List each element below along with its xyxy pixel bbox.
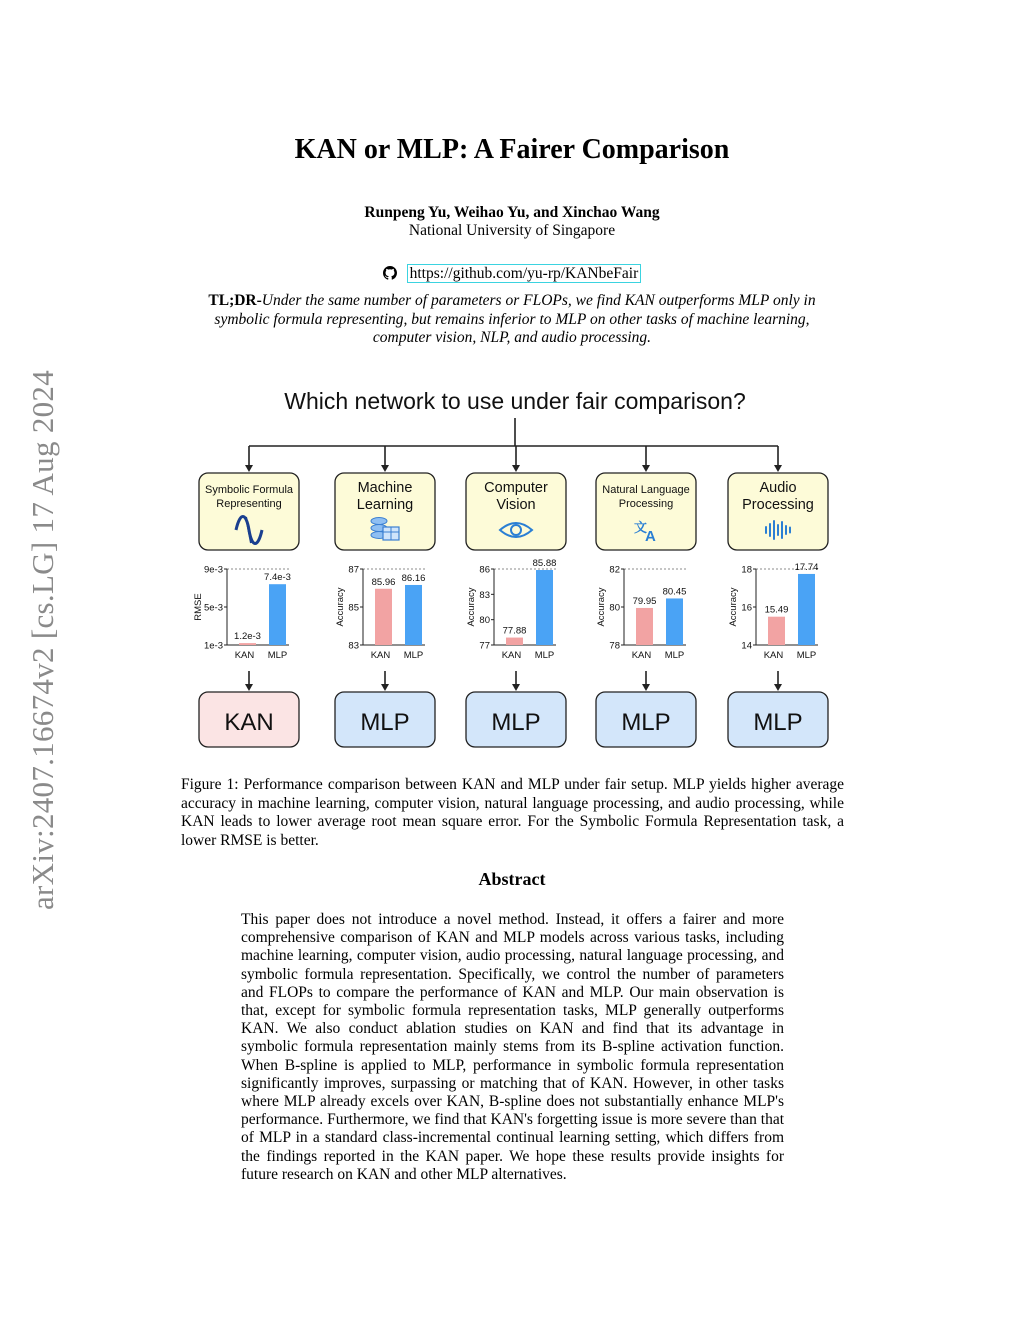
x-tick-label: KAN bbox=[763, 650, 784, 661]
y-tick-label: 5e-3 bbox=[203, 602, 223, 614]
kan-value-label: 15.49 bbox=[764, 604, 789, 616]
abstract-body: This paper does not introduce a novel method. Instead, it offers a fairer and more comprehensive comparison of KAN and MLP models across various tasks, including machine learning, computer vision, audio processing, natural language processing, and symbolic formula representation. Specifically, we control the number of parameters and FLOPs to compare the performance of KAN and MLP. Our main observation is that, except for symbolic formula representation tasks, MLP generally outperforms KAN. We also conduct ablation studies on KAN and find that its advantage in symbolic formula representation mainly stems from its B-spline activation function. When B-spline is applied to MLP, performance in symbolic formula representation significantly improves, surpassing or matching that of KAN. However, in other tasks where MLP already excels over KAN, B-spline does not substantially enhance MLP's performance. Furthermore, we find that KAN's forgetting issue is more severe than that of MLP in a standard class-incremental continual learning setting, which differs from the findings reported in the KAN paper. We hope these results provide insights for future research on KAN and other MLP alternatives. bbox=[241, 911, 784, 1183]
database-disk bbox=[371, 518, 387, 525]
task-name: Processing bbox=[618, 498, 674, 510]
y-tick-label: 83 bbox=[479, 589, 490, 601]
kan-bar bbox=[375, 589, 392, 645]
x-tick-label: MLP bbox=[534, 650, 555, 661]
y-tick-label: 80 bbox=[479, 615, 490, 627]
task-box-2 bbox=[335, 473, 435, 550]
y-axis-label: Accuracy bbox=[466, 587, 477, 627]
winner-label: KAN bbox=[224, 709, 274, 736]
task-box-5 bbox=[728, 473, 828, 550]
x-tick-label: KAN bbox=[370, 650, 391, 661]
y-tick-label: 1e-3 bbox=[203, 640, 223, 652]
y-tick-label: 78 bbox=[609, 640, 620, 652]
arrow-head bbox=[774, 465, 782, 472]
x-tick-label: MLP bbox=[267, 650, 288, 661]
figure-1 bbox=[0, 380, 1024, 765]
arrow-head bbox=[512, 465, 520, 472]
task-name: Audio bbox=[759, 480, 797, 496]
y-axis-label: Accuracy bbox=[596, 587, 607, 627]
kan-value-label: 79.95 bbox=[632, 595, 657, 607]
result-box-1 bbox=[199, 692, 299, 747]
mlp-value-label: 85.88 bbox=[532, 558, 557, 570]
task-name: Vision bbox=[496, 497, 536, 513]
y-axis-label: Accuracy bbox=[335, 587, 346, 627]
result-box-2 bbox=[335, 692, 435, 747]
winner-label: MLP bbox=[360, 709, 410, 736]
mlp-bar bbox=[536, 570, 553, 645]
figure-caption: Figure 1: Performance comparison between KAN and MLP under fair setup. MLP yields higher average accuracy in machine learning, computer vision, natural language processing, and audio processing, while KAN leads to lower average root mean square error. For the Symbolic Formula Representation task, a lower RMSE is better. bbox=[181, 776, 844, 849]
y-tick-label: 16 bbox=[741, 602, 752, 614]
author-list: Runpeng Yu, Weihao Yu, and Xinchao Wang bbox=[364, 204, 660, 221]
arxiv-identifier: arXiv:2407.16674v2 [cs.LG] 17 Aug 2024 bbox=[25, 369, 60, 911]
winner-label: MLP bbox=[621, 709, 671, 736]
mlp-bar bbox=[405, 585, 422, 645]
arrow-head bbox=[381, 465, 389, 472]
y-tick-label: 77 bbox=[479, 640, 490, 652]
task-box-3 bbox=[466, 473, 566, 550]
y-tick-label: 86 bbox=[479, 564, 490, 576]
y-tick-label: 9e-3 bbox=[203, 564, 223, 576]
kan-bar bbox=[768, 617, 785, 645]
arrow-head bbox=[245, 684, 253, 691]
mlp-value-label: 80.45 bbox=[662, 586, 687, 598]
winner-label: MLP bbox=[491, 709, 541, 736]
github-icon bbox=[383, 266, 397, 285]
result-box-4 bbox=[596, 692, 696, 747]
y-tick-label: 83 bbox=[348, 640, 359, 652]
y-axis-label: Accuracy bbox=[728, 587, 739, 627]
task-box-1 bbox=[199, 473, 299, 550]
kan-bar bbox=[506, 638, 523, 645]
y-tick-label: 18 bbox=[741, 564, 752, 576]
kan-bar bbox=[636, 608, 653, 645]
y-tick-label: 82 bbox=[609, 564, 620, 576]
y-tick-label: 14 bbox=[741, 640, 752, 652]
chart-4 bbox=[596, 565, 686, 662]
y-tick-label: 80 bbox=[609, 602, 620, 614]
kan-value-label: 77.88 bbox=[502, 625, 527, 637]
mlp-value-label: 7.4e-3 bbox=[264, 572, 291, 584]
mlp-value-label: 86.16 bbox=[401, 572, 426, 584]
winner-label: MLP bbox=[753, 709, 803, 736]
task-name: Representing bbox=[216, 498, 282, 510]
mlp-bar bbox=[798, 574, 815, 645]
task-name: Learning bbox=[356, 497, 414, 513]
task-name: Processing bbox=[742, 497, 814, 513]
x-tick-label: KAN bbox=[501, 650, 522, 661]
translate-glyph-b: A bbox=[645, 528, 656, 545]
y-tick-label: 87 bbox=[348, 564, 359, 576]
x-tick-label: KAN bbox=[234, 650, 255, 661]
result-box-3 bbox=[466, 692, 566, 747]
tldr bbox=[190, 292, 834, 348]
task-name: Computer bbox=[484, 480, 548, 496]
x-tick-label: MLP bbox=[796, 650, 817, 661]
x-tick-label: MLP bbox=[664, 650, 685, 661]
kan-bar bbox=[239, 643, 256, 645]
chart-3 bbox=[466, 558, 556, 661]
x-tick-label: KAN bbox=[631, 650, 652, 661]
mlp-bar bbox=[269, 584, 286, 645]
y-tick-label: 85 bbox=[348, 602, 359, 614]
arrow-head bbox=[512, 684, 520, 691]
mlp-bar bbox=[666, 598, 683, 645]
figure-question: Which network to use under fair comparison? bbox=[284, 388, 746, 414]
arrow-head bbox=[245, 465, 253, 472]
task-name: Machine bbox=[357, 480, 413, 496]
affiliation: National University of Singapore bbox=[408, 222, 616, 239]
arrow-head bbox=[774, 684, 782, 691]
abstract-heading: Abstract bbox=[478, 869, 546, 889]
tldr-text: Under the same number of parameters or FLOPs, we find KAN outperforms MLP only in symbolic formula representing, but remains inferior to MLP on other tasks of machine learning, computer vision, NLP, and audio processing. bbox=[214, 292, 816, 346]
x-tick-label: MLP bbox=[403, 650, 424, 661]
y-axis-label: RMSE bbox=[193, 593, 204, 621]
result-box-5 bbox=[728, 692, 828, 747]
arrow-head bbox=[642, 684, 650, 691]
chart-2 bbox=[335, 565, 425, 662]
repo-link-row bbox=[0, 265, 1024, 285]
kan-value-label: 1.2e-3 bbox=[234, 631, 261, 643]
repo-url-link[interactable]: https://github.com/yu-rp/KANbeFair bbox=[407, 264, 642, 283]
task-name: Natural Language bbox=[602, 484, 690, 496]
kan-value-label: 85.96 bbox=[371, 576, 396, 588]
translate-glyph-a: 文 bbox=[634, 520, 648, 535]
chart-5 bbox=[728, 562, 818, 661]
chart-1 bbox=[193, 565, 291, 662]
arrow-head bbox=[642, 465, 650, 472]
arrow-head bbox=[381, 684, 389, 691]
task-box-4 bbox=[596, 473, 696, 550]
paper-title: KAN or MLP: A Fairer Comparison bbox=[294, 134, 730, 165]
mlp-value-label: 17.74 bbox=[794, 561, 819, 573]
tldr-label: TL;DR- bbox=[208, 292, 262, 309]
task-name: Symbolic Formula bbox=[204, 484, 294, 496]
